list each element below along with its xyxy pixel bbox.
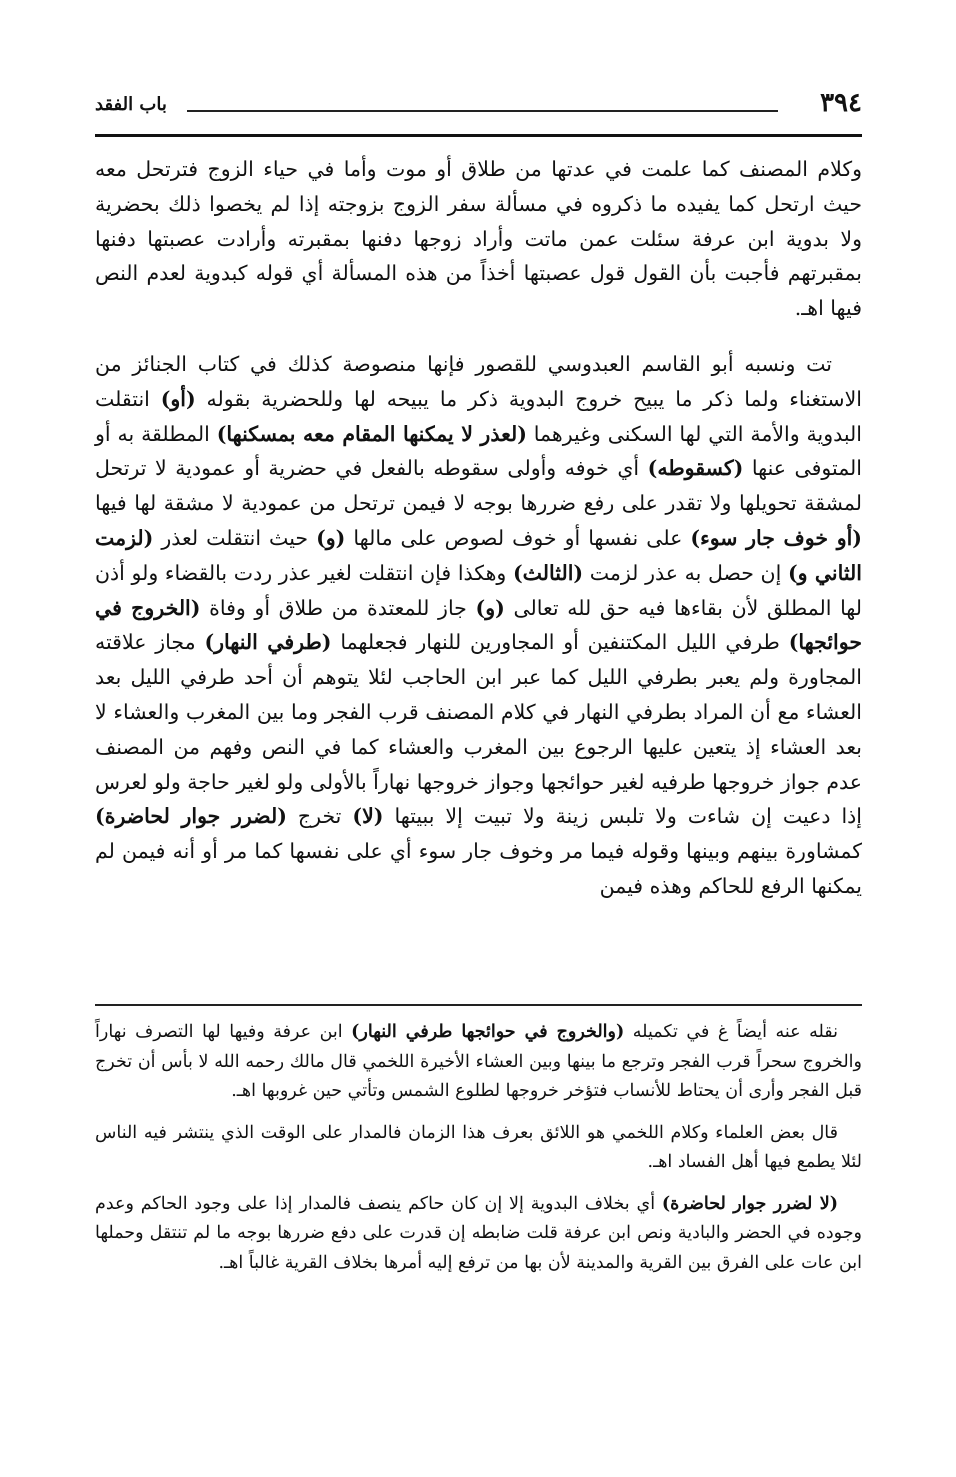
- bold-phrase: (و): [475, 595, 505, 620]
- text-run: ابن عرفة وفيها لها التصرف نهاراً والخروج سحراً قرب الفجر وترجع ما بينها وبين العشاء الأخيرة اللخمي قال مالك رحمه الله لا بأس أن تخرج قبل الفجر وأرى أن يحتاط للأنساب فتؤخر خروجها لطلوع الشمس وتأتي حين غروبها اهـ.: [95, 1022, 862, 1101]
- text-run: جاز للمعتدة من طلاق أو وفاة: [200, 595, 476, 620]
- footnote-separator: [95, 1004, 862, 1006]
- text-run: إن حصل به عذر لزمت: [583, 560, 788, 585]
- paragraph-2: [95, 347, 862, 904]
- bold-phrase: (الثالث): [512, 560, 584, 585]
- text-run: مجاز علاقته المجاورة ولم يعبر بطرفي الليل كما عبر ابن الحاجب لئلا يتوهم أن أحد طرفي الليل بعد العشاء مع أن المراد بطرفي النهار في كلام المصنف قرب الفجر وما بين المغرب والعشاء لا بعد العشاء إذ يتعين عليها الرجوع بين المغرب والعشاء كما في النص وفهم من المصنف عدم جواز خروجها طرفيه لغير حوائجها وجواز خروجها نهاراً بالأولى ولو لغير حاجة ولو لعرس إذا دعيت إن شاءت ولا تلبس زينة ولا تبيت إلا ببيتها: [95, 630, 863, 829]
- text-run: أي بخلاف البدوية إلا إن كان حاكم ينصف فالمدار إذا على وجود الحاكم وعدم وجوده في الحضر والبادية ونص ابن عرفة قلت ضابطه إن قدرت على دفع ضررها بوجه ما لم تنتقل وحملها ابن عات على الفرق بين القرية والمدينة لأن بها من ترفع إليه أمرها بخلاف القرية غالباً اهـ.: [95, 1193, 862, 1273]
- bold-phrase: (أو خوف جار سوء): [690, 525, 862, 550]
- text-run: المطلقة به أو المتوفى عنها: [95, 421, 862, 481]
- text-run: أي خوفه وأولى سقوطه بالفعل في حضرية أو عمودية لا ترتحل لمشقة تحويلها ولا تقدر على رفع ضررها بوجه لا فيمن ترتحل من عمودية لا مشقة لها فيها: [95, 456, 862, 516]
- header-rule: [95, 134, 862, 137]
- page-header: [95, 86, 862, 126]
- running-title: باب الفقد: [95, 94, 167, 115]
- bold-phrase: (لا): [352, 804, 384, 829]
- page-number: ٣٩٤: [820, 88, 862, 118]
- bold-phrase: (لا لضرر جوار لحاضرة): [661, 1193, 838, 1214]
- footnotes: [95, 1018, 862, 1290]
- text-run: تخرج: [286, 804, 353, 829]
- text-run: حيث انتقلت لعذر: [153, 525, 317, 550]
- paragraph-1: وكلام المصنف كما علمت في عدتها من طلاق أو موت وأما في حياء الزوج فترتحل معه حيث ارتحل كما يفيده ما ذكروه في مسألة سفر الزوج بزوجته إذا لم يخصوا ذلك بحضرية ولا بدوية ابن عرفة سئلت عمن ماتت وأراد زوجها دفنها بمقبرته وأرادت عصبتها دفنها بمقبرتهم فأجبت بأن القول قول عصبتها أخذاً من هذه المسألة أي قوله كبدوية لعدم النص فيها اهـ.: [95, 157, 862, 321]
- header-line: [187, 110, 778, 112]
- bold-phrase: (والخروج في حوائجها طرفي النهار): [351, 1022, 625, 1042]
- footnote-2: قال بعض العلماء وكلام اللخمي هو اللائق بعرف هذا الزمان فالمدار على الوقت الذي ينتشر فيه الناس لئلا يطمع فيها أهل الفساد اهـ.: [95, 1122, 862, 1172]
- text-run: وهكذا فإن انتقلت لغير عذر ردت بالقضاء ولو أذن لها المطلق لأن بقاءها فيه حق لله تعالى: [95, 560, 863, 620]
- bold-phrase: (كسقوطه): [647, 456, 744, 481]
- bold-phrase: (أو): [160, 386, 196, 411]
- bold-phrase: (طرفي النهار): [204, 630, 332, 655]
- bold-phrase: (لزمت الثاني و): [95, 525, 862, 585]
- text-run: كمشاورة بينهم وبينها وقوله فيما مر وخوف جار سوء أي على نفسها كما مر أو أنه فيمن لم يمكنها الرفع للحاكم وهذه فيمن: [95, 839, 862, 898]
- main-text: [95, 152, 862, 904]
- text-run: نقله عنه أيضاً غ في تكميله: [624, 1022, 838, 1042]
- bold-phrase: (لضرر جوار لحاضرة): [95, 804, 287, 829]
- text-run: انتقلت البدوية والأمة التي لها السكنى وغيرهما: [95, 386, 862, 446]
- bold-phrase: (و): [316, 525, 346, 550]
- bold-phrase: (الخروج في حوائجها): [95, 595, 862, 655]
- footnote-1: [95, 1018, 862, 1107]
- text-run: طرفي الليل المكتنفين أو المجاورين للنهار فجعلهما: [331, 630, 789, 655]
- bold-phrase: (لعذر لا يمكنها المقام معه بمسكنها): [216, 421, 527, 446]
- text-run: تت ونسبه أبو القاسم العبدوسي للقصور فإنها منصوصة كذلك في كتاب الجنائز من الاستغناء ولما ذكر ما يبيح خروج البدوية ذكر ما يبيحه لها وللحضرية بقوله: [95, 351, 862, 411]
- text-run: على نفسها أو خوف لصوص على مالها: [345, 525, 691, 550]
- footnote-3: [95, 1190, 862, 1279]
